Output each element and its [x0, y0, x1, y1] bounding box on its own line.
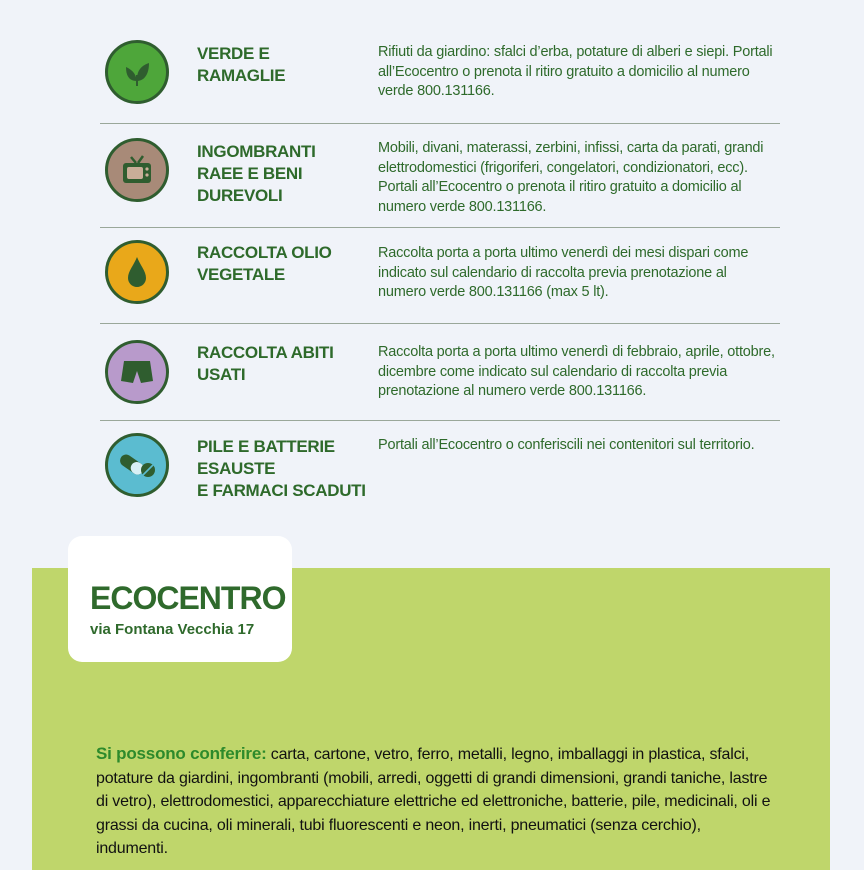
category-row-verde — [100, 28, 780, 124]
category-description: Mobili, divani, materassi, zerbini, infissi, carta da parati, grandi elettrodomestici (frigoriferi, congelatori, condizionatori, ecc). Portali all’Ecocentro o prenota il ritiro gratuito a domicilio al numero verde 800.131166. — [378, 140, 764, 215]
category-description: Rifiuti da giardino: sfalci d’erba, potature di alberi e siepi. Portali all’Ecocentro o prenota il ritiro gratuito a domicilio al numero verde 800.131166. — [378, 44, 773, 99]
category-row-abiti — [100, 324, 780, 421]
accepted-text: carta, cartone, vetro, ferro, metalli, legno, imballaggi in plastica, sfalci, potature da giardini, ingombranti (mobili, arredi, oggetti di grandi dimensioni, grandi taniche, lastre di vetro), elettrodomestici, apparecchiature elettriche ed elettroniche, batterie, pile, medicinali, oli e grassi da cucina, oli minerali, tubi fluorescenti e neon, inerti, pneumatici (senza cerchio), indumenti. — [96, 746, 771, 857]
ecocentro-title: ECOCENTRO — [90, 580, 286, 616]
pill-icon — [105, 433, 169, 497]
category-row-olio — [100, 228, 780, 324]
category-row-ingombranti — [100, 124, 780, 228]
category-title: RACCOLTA ABITI USATI — [197, 343, 334, 384]
accepted-lead: Si possono conferire: — [96, 744, 267, 763]
category-title: INGOMBRANTI RAEE E BENI DUREVOLI — [197, 142, 316, 205]
waste-category-list — [100, 28, 780, 521]
category-description: Raccolta porta a porta ultimo venerdì di febbraio, aprile, ottobre, dicembre come indicato sul calendario di raccolta previa prenotazione al numero verde 800.131166. — [378, 344, 775, 399]
oil-drop-icon — [105, 240, 169, 304]
accepted-materials — [96, 742, 776, 861]
ecocentro-address: via Fontana Vecchia 17 — [90, 621, 255, 638]
shorts-icon — [105, 340, 169, 404]
category-description: Portali all’Ecocentro o conferiscili nei contenitori sul territorio. — [378, 437, 755, 453]
category-row-pile — [100, 421, 780, 521]
category-title: VERDE E RAMAGLIE — [197, 44, 286, 85]
tv-icon — [105, 138, 169, 202]
leaves-icon — [105, 40, 169, 104]
ecocentro-card — [68, 536, 292, 662]
category-title: PILE E BATTERIE ESAUSTE E FARMACI SCADUTI — [197, 437, 366, 500]
category-description: Raccolta porta a porta ultimo venerdì dei mesi dispari come indicato sul calendario di raccolta previa prenotazione al numero verde 800.131166 (max 5 lt). — [378, 245, 749, 300]
category-title: RACCOLTA OLIO VEGETALE — [197, 243, 332, 284]
